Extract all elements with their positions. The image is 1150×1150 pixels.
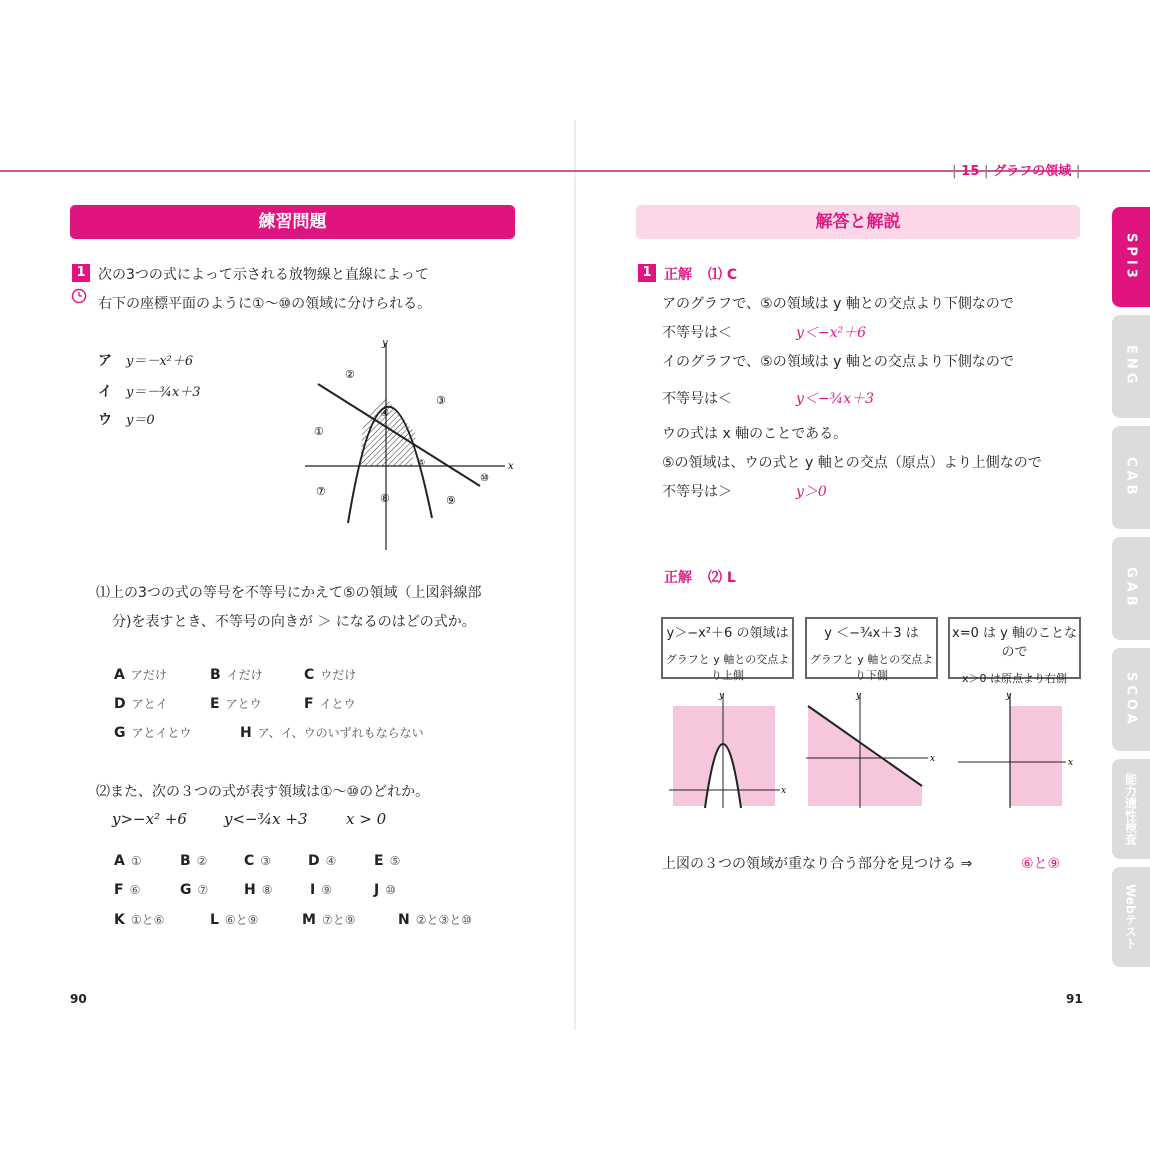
region-label: ① — [314, 425, 324, 438]
answer-heading: 解答と解説 — [636, 205, 1080, 239]
region-label: ⑦ — [316, 485, 326, 498]
condition-box: x=0 は y 軸のことなので x＞0 は原点より右側 — [948, 617, 1081, 679]
explanation-line: イのグラフで、⑤の領域は y 軸との交点より下側なので — [662, 354, 1014, 370]
region-graph — [300, 338, 520, 553]
choice-item[interactable]: A ① — [114, 853, 142, 869]
choice-item[interactable]: A アだけ — [114, 667, 167, 683]
explanation-line: 不等号は＜ — [662, 325, 732, 341]
choice-item[interactable]: B ② — [180, 853, 208, 869]
choice-item[interactable]: F イとウ — [304, 696, 356, 712]
tab-aptitude[interactable]: 能力適性検査 — [1112, 759, 1150, 859]
choice-item[interactable]: G ⑦ — [180, 882, 209, 898]
equation-expr: y＝－x²＋6 — [126, 354, 194, 369]
choice-item[interactable]: D アとイ — [114, 696, 168, 712]
svg-text:x: x — [1068, 758, 1074, 768]
choice-item[interactable]: C ウだけ — [304, 667, 357, 683]
tab-gab[interactable]: GAB — [1112, 537, 1150, 640]
condition-box: y ＜−¾x＋3 は グラフと y 軸との交点より下側 — [805, 617, 938, 679]
svg-text:y: y — [719, 691, 725, 701]
problem-number-badge: 1 — [72, 264, 90, 282]
choice-item[interactable]: F ⑥ — [114, 882, 141, 898]
inequality-expr: y＜−¾x＋3 — [796, 391, 875, 407]
problem-text-line2: 右下の座標平面のように①～⑩の領域に分けられる。 — [98, 296, 432, 312]
svg-text:x: x — [930, 754, 936, 764]
question1-line2: 分)を表すとき、不等号の向きが ＞ になるのはどの式か。 — [112, 614, 476, 630]
question2-expr: y>−x² +6 — [112, 810, 187, 828]
choice-item[interactable]: H ア、イ、ウのいずれもならない — [240, 725, 424, 741]
choice-item[interactable]: C ③ — [244, 853, 272, 869]
tab-webtest[interactable]: Webテスト — [1112, 867, 1150, 967]
tab-spi3[interactable]: SPI3 — [1112, 207, 1150, 307]
choice-item[interactable]: N ②と③と⑩ — [398, 912, 472, 928]
half-plane-graph — [956, 690, 1081, 810]
right-page — [576, 120, 1150, 1030]
question1-line1: ⑴上の3つの式の等号を不等号にかえて⑤の領域（上図斜線部 — [96, 585, 482, 601]
x-axis-label: x — [508, 461, 514, 472]
choice-item[interactable]: E ⑤ — [374, 853, 401, 869]
tab-eng[interactable]: ENG — [1112, 315, 1150, 418]
choice-item[interactable]: K ①と⑥ — [114, 912, 165, 928]
answer2-value: ⑵ L — [708, 570, 736, 586]
explanation-line: ウの式は x 軸のことである。 — [662, 426, 848, 442]
question2-line1: ⑵また、次の３つの式が表す領域は①～⑩のどれか。 — [96, 784, 430, 800]
region-label: ⑤ — [418, 458, 426, 467]
question2-expr: y<−¾x +3 — [224, 810, 308, 828]
answer1-value: ⑴ C — [708, 267, 738, 283]
line — [318, 384, 480, 486]
conclusion-answer: ⑥と⑨ — [1021, 856, 1061, 872]
region-label: ③ — [436, 394, 446, 407]
conclusion-text: 上図の３つの領域が重なり合う部分を見つける ⇒ — [662, 856, 973, 872]
equation-label: ア — [98, 353, 112, 369]
choice-item[interactable]: H ⑧ — [244, 882, 273, 898]
region-label: ④ — [380, 408, 389, 419]
answer2-label: 正解 — [664, 570, 692, 586]
region-label: ⑧ — [380, 492, 390, 505]
parabola-region-graph — [665, 690, 790, 810]
choice-item[interactable]: I ⑨ — [310, 882, 332, 898]
answer1-label: 正解 — [664, 267, 692, 283]
equation-expr: y＝－¾x＋3 — [126, 385, 201, 400]
choice-item[interactable]: J ⑩ — [374, 882, 396, 898]
explanation-line: 不等号は＞ — [662, 484, 732, 500]
region-label: ⑩ — [480, 473, 489, 484]
tab-scoa[interactable]: SCOA — [1112, 648, 1150, 751]
svg-text:y: y — [856, 691, 862, 701]
line-region-graph — [802, 690, 942, 810]
chapter-header: | 15 | グラフの領域 | — [952, 164, 1081, 179]
choice-item[interactable]: L ⑥と⑨ — [210, 912, 259, 928]
choice-item[interactable]: D ④ — [308, 853, 337, 869]
equation-label: イ — [98, 384, 112, 400]
explanation-line: アのグラフで、⑤の領域は y 軸との交点より下側なので — [662, 296, 1014, 312]
problem-text-line1: 次の3つの式によって示される放物線と直線によって — [98, 267, 429, 283]
page-number-left: 90 — [70, 992, 87, 1006]
equation-label: ウ — [98, 412, 112, 428]
question2-expr: x > 0 — [346, 810, 387, 828]
page-number-right: 91 — [1066, 992, 1083, 1006]
left-page — [0, 120, 574, 1030]
svg-text:x: x — [781, 786, 787, 796]
practice-heading: 練習問題 — [70, 205, 515, 239]
page-gutter — [574, 120, 576, 1030]
timer-icon — [70, 287, 88, 311]
svg-text:y: y — [1006, 691, 1012, 701]
explanation-line: 不等号は＜ — [662, 391, 732, 407]
y-axis-label: y — [382, 338, 388, 349]
explanation-line: ⑤の領域は、ウの式と y 軸との交点（原点）より上側なので — [662, 455, 1042, 471]
choice-item[interactable]: G アとイとウ — [114, 725, 192, 741]
chapter-title: グラフの領域 — [993, 164, 1072, 179]
choice-item[interactable]: E アとウ — [210, 696, 262, 712]
tab-cab[interactable]: CAB — [1112, 426, 1150, 529]
condition-box: y＞−x²＋6 の領域は グラフと y 軸との交点より上側 — [661, 617, 794, 679]
answer-number-badge: 1 — [638, 264, 656, 282]
equation-expr: y＝0 — [126, 413, 155, 428]
inequality-expr: y＞0 — [796, 484, 827, 500]
inequality-expr: y＜−x²＋6 — [796, 325, 867, 341]
region-label: ⑨ — [446, 494, 456, 507]
choice-item[interactable]: B イだけ — [210, 667, 263, 683]
chapter-number: 15 — [961, 164, 980, 179]
region-label: ② — [345, 368, 355, 381]
choice-item[interactable]: M ⑦と⑨ — [302, 912, 356, 928]
